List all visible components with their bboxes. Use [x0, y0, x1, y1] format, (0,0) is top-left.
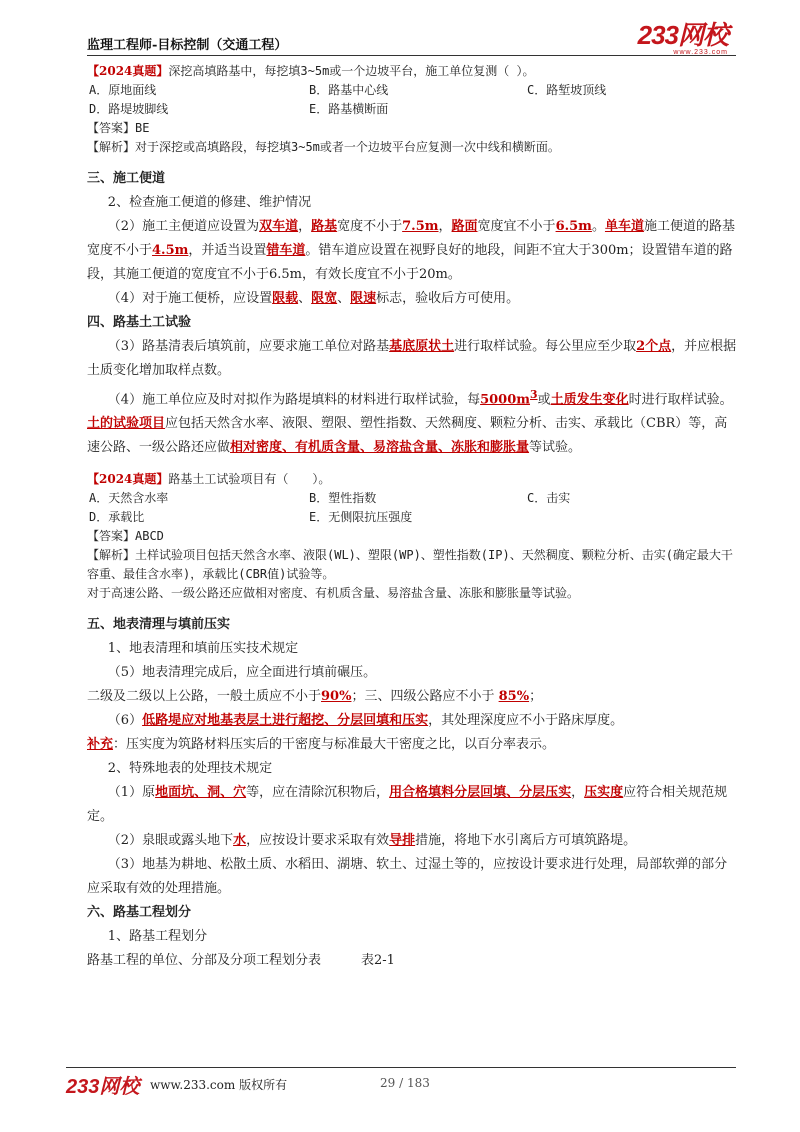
exam-question-1: [87, 62, 737, 157]
paragraph: （4）施工单位应及时对拟作为路堤填料的材料进行取样试验，每$5000m^3$或土质发生变化时进行取样试验。土的试验项目应包括天然含水率、液限、塑限、塑性指数、天然稠度、颗粒分析、击实、承载比（CBR）等，高速公路、一级公路还应做相对密度、有机质含量、易溶盐含量、冻胀和膨胀量等试验。: [87, 388, 733, 456]
question-tag: 【2024真题】: [87, 64, 169, 78]
option-e: E．无侧限抗压强度: [309, 510, 413, 525]
table-caption: 路基工程的单位、分部及分项工程划分表 表2-1: [87, 953, 395, 969]
page-number: 29 / 183: [380, 1076, 430, 1090]
answer: 【答案】ABCD: [87, 529, 164, 544]
supplement-note: 补充：压实度为筑路材料压实后的干密度与标准最大干密度之比，以百分率表示。: [87, 737, 556, 753]
question-stem: [87, 62, 737, 81]
option-b: B．塑性指数: [309, 491, 377, 506]
paragraph: （6）低路堤应对地基表层土进行超挖、分层回填和压实，其处理深度应不小于路床厚度。: [107, 713, 624, 729]
option-e: E．路基横断面: [309, 102, 389, 116]
section-heading-3: 三、施工便道: [87, 171, 166, 186]
analysis: 【解析】对于深挖或高填路段，每挖填3~5m或者一个边坡平台应复测一次中线和横断面。: [87, 140, 560, 154]
logo-text: 233网校: [637, 20, 728, 50]
subheading: 1、路基工程划分: [107, 929, 208, 945]
brand-logo[interactable]: [638, 22, 728, 56]
question-text: 深挖高填路基中，每挖填3~5m或一个边坡平台，施工单位复测（ ）。: [168, 64, 535, 78]
logo-url: www.233.com: [673, 49, 728, 56]
option-a: A．原地面线: [89, 83, 157, 97]
question-text: 路基土工试验项目有（ ）。: [168, 472, 331, 487]
paragraph: （1）原地面坑、洞、穴等，应在清除沉积物后，用合格填料分层回填、分层压实，压实度应符合相关规范规定。: [87, 785, 728, 825]
section-heading-5: 五、地表清理与填前压实: [87, 617, 231, 633]
option-c: C．路堑坡顶线: [527, 83, 607, 97]
subheading: 1、地表清理和填前压实技术规定: [107, 641, 299, 657]
paragraph: 二级及二级以上公路，一般土质应不小于90%；三、四级公路应不小于 85%；: [87, 689, 543, 705]
option-d: D．路堤坡脚线: [89, 102, 169, 116]
answer: 【答案】BE: [87, 121, 150, 135]
paragraph: （4）对于施工便桥，应设置限载、限宽、限速标志，验收后方可使用。: [107, 291, 520, 306]
table-number: 表2-1: [361, 953, 395, 969]
header-title: 监理工程师-目标控制（交通工程）: [87, 38, 288, 53]
options-row-1: [87, 489, 737, 508]
question-tag: 【2024真题】: [87, 472, 169, 487]
subheading: 2、检查施工便道的修建、维护情况: [107, 195, 312, 210]
copyright-text: www.233.com 版权所有: [150, 1078, 288, 1092]
section-heading-6: 六、路基工程划分: [87, 905, 192, 921]
section-heading-4: 四、路基土工试验: [87, 315, 192, 330]
subheading: 2、特殊地表的处理技术规定: [107, 761, 273, 777]
analysis-continued: 对于高速公路、一级公路还应做相对密度、有机质含量、易溶盐含量、冻胀和膨胀量等试验。: [87, 586, 580, 601]
paragraph: （3）地基为耕地、松散土质、水稻田、湖塘、软土、过湿土等的，应按设计要求进行处理，局部软弹的部分应采取有效的处理措施。: [87, 857, 728, 897]
paragraph: （2）施工主便道应设置为双车道，路基宽度不小于7.5m，路面宽度宜不小于6.5m。单车道施工便道的路基宽度不小于4.5m，并适当设置错车道。错车道应设置在视野良好的地段，间距不宜大于300m；设置错车道的路段，其施工便道的宽度宜不小于6.5m，有效长度宜不小于20m。: [87, 219, 735, 282]
options-row-2: [87, 508, 737, 527]
exam-question-2: [87, 470, 737, 603]
option-a: A．天然含水率: [89, 491, 169, 506]
options-row-2: [87, 100, 737, 119]
paragraph: （5）地表清理完成后，应全面进行填前碾压。: [107, 665, 377, 681]
footer-logo[interactable]: 233网校: [66, 1076, 140, 1098]
options-row-1: [87, 81, 737, 100]
document-body: [87, 62, 737, 973]
paragraph: （2）泉眼或露头地下水，应按设计要求采取有效导排措施，将地下水引离后方可填筑路堤。: [107, 833, 637, 849]
paragraph: （3）路基清表后填筑前，应要求施工单位对路基基底原状土进行取样试验。每公里应至少取2个点，并应根据土质变化增加取样点数。: [87, 339, 737, 378]
question-stem: [87, 470, 737, 489]
analysis: 【解析】土样试验项目包括天然含水率、液限(WL)、塑限(WP)、塑性指数(IP)、天然稠度、颗粒分析、击实(确定最大干容重、最佳含水率)，承载比(CBR值)试验等。: [87, 548, 733, 582]
option-d: D．承载比: [89, 510, 145, 525]
footer-divider: [66, 1067, 736, 1068]
option-c: C．击实: [527, 491, 571, 506]
header-divider: [87, 55, 736, 56]
option-b: B．路基中心线: [309, 83, 389, 97]
